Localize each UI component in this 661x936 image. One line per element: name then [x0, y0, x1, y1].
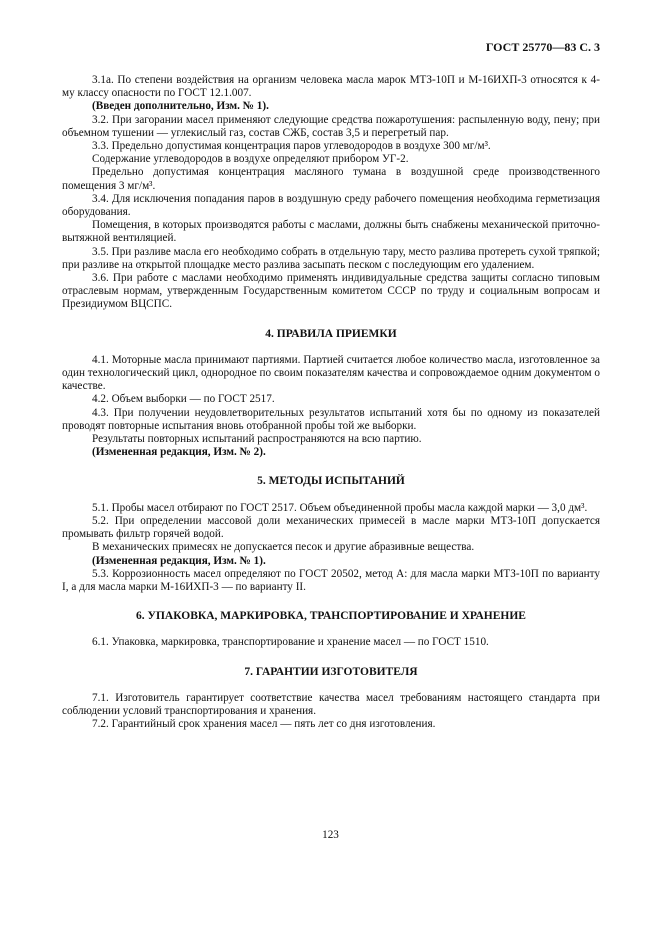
section [62, 610, 600, 649]
paragraph: Содержание углеводородов в воздухе определяют прибором УГ-2. [92, 153, 409, 166]
section-title: 4. ПРАВИЛА ПРИЕМКИ [265, 327, 397, 340]
paragraph: Предельно допустимая концентрация масляного тумана в воздушной среде производственного помещения 3 мг/м³. [62, 166, 600, 192]
paragraph: 3.4. Для исключения попадания паров в воздушную среду рабочего помещения необходима герметизация оборудования. [62, 192, 600, 219]
paragraph: 7.1. Изготовитель гарантирует соответствие качества масел требованиям настоящего стандарта при соблюдении условий транспортирования и хранения. [62, 691, 600, 717]
paragraph: 3.1а. По степени воздействия на организм человека масла марок МТЗ-10П и М-16ИХП-3 относятся к 4-му классу опасности по ГОСТ 12.1.007. [62, 74, 600, 100]
amendment-note: (Введен дополнительно, Изм. № 1). [92, 100, 269, 113]
paragraph: 4.1. Моторные масла принимают партиями. Партией считается любое количество масла, изготовленное за один технологический цикл, однородное по своим показателям качества и сопровождаемое одним документом о качестве. [62, 353, 600, 393]
document-page [62, 40, 600, 731]
paragraph: 3.3. Предельно допустимая концентрация паров углеводородов в воздухе 300 мг/м³. [92, 140, 491, 153]
section [62, 666, 600, 732]
paragraph: В механических примесях не допускается песок и другие абразивные вещества. [92, 541, 475, 554]
intro-block [62, 74, 600, 312]
paragraph: Результаты повторных испытаний распространяются на всю партию. [92, 433, 422, 446]
page-header: ГОСТ 25770—83 С. 3 [485, 40, 600, 54]
paragraph: 6.1. Упаковка, маркировка, транспортирование и хранение масел — по ГОСТ 1510. [92, 636, 489, 649]
section-title: 5. МЕТОДЫ ИСПЫТАНИЙ [257, 475, 405, 488]
paragraph: 3.2. При загорании масел применяют следующие средства пожаротушения: распыленную воду, пену; при объемном тушении — углекислый газ, состав СЖБ, состав 3,5 и перегретый пар. [62, 113, 600, 139]
paragraph: 7.2. Гарантийный срок хранения масел — пять лет со дня изготовления. [92, 718, 436, 731]
page-number: 123 [322, 829, 339, 841]
paragraph: 5.3. Коррозионность масел определяют по ГОСТ 20502, метод А: для масла марки МТЗ-10П по варианту I, а для масла марки М-16ИХП-3 — по варианту II. [62, 567, 600, 593]
paragraph: 4.2. Объем выборки — по ГОСТ 2517. [92, 393, 275, 406]
paragraph: 3.6. При работе с маслами необходимо применять индивидуальные средства защиты согласно типовым отраслевым нормам, утвержденным Государственным комитетом СССР по труду и социальным вопросам и Президиумом ВЦСПС. [62, 272, 600, 311]
paragraph: 3.5. При разливе масла его необходимо собрать в отдельную тару, место разлива протереть сухой тряпкой; при разливе на открытой площадке место разлива засыпать песком с последующим его удалением. [62, 245, 600, 271]
paragraph: 4.3. При получении неудовлетворительных результатов испытаний хотя бы по одному из показателей проводят повторные испытания вновь отобранной пробы той же выборки. [62, 406, 600, 432]
section-title: 7. ГАРАНТИИ ИЗГОТОВИТЕЛЯ [244, 665, 418, 678]
paragraph: Помещения, в которых производятся работы с маслами, должны быть снабжены механической приточно-вытяжной вентиляцией. [62, 219, 600, 245]
section-title: 6. УПАКОВКА, МАРКИРОВКА, ТРАНСПОРТИРОВАНИЕ И ХРАНЕНИЕ [136, 610, 526, 623]
section [62, 475, 600, 594]
paragraph: 5.2. При определении массовой доли механических примесей в масле марки МТЗ-10П допускается промывать фильтр горячей водой. [62, 514, 600, 541]
section [62, 328, 600, 460]
paragraph: 5.1. Пробы масел отбирают по ГОСТ 2517. Объем объединенной пробы масла каждой марки — 3,0 дм³. [92, 501, 588, 514]
sections-block [62, 328, 600, 732]
amendment-note: (Измененная редакция, Изм. № 2). [92, 446, 266, 459]
amendment-note: (Измененная редакция, Изм. № 1). [92, 554, 266, 567]
